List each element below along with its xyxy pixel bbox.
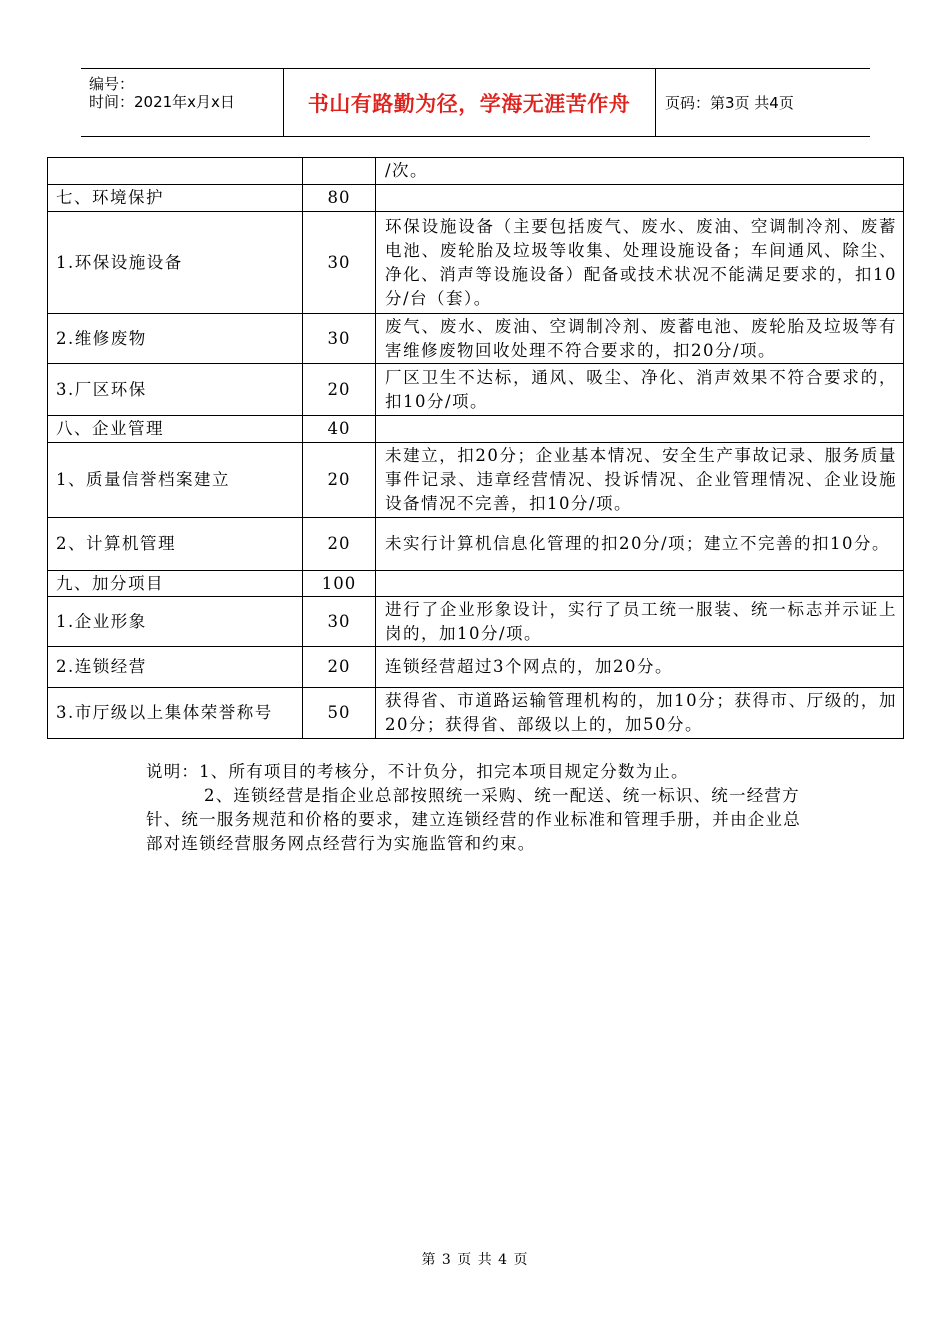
table-row bbox=[48, 443, 904, 518]
score-cell: 20 bbox=[303, 443, 376, 518]
item-cell: 3.厂区环保 bbox=[48, 364, 303, 416]
desc-cell: 进行了企业形象设计，实行了员工统一服装、统一标志并示证上岗的，加10分/项。 bbox=[376, 597, 904, 647]
table-row bbox=[48, 212, 904, 314]
page-header bbox=[81, 68, 870, 137]
desc-cell bbox=[376, 416, 904, 443]
item-cell: 八、企业管理 bbox=[48, 416, 303, 443]
score-cell: 100 bbox=[303, 571, 376, 597]
score-cell: 80 bbox=[303, 185, 376, 212]
table-row bbox=[48, 571, 904, 597]
score-cell: 30 bbox=[303, 597, 376, 647]
desc-cell: 未实行计算机信息化管理的扣20分/项；建立不完善的扣10分。 bbox=[376, 518, 904, 571]
score-cell: 50 bbox=[303, 688, 376, 739]
assessment-table bbox=[47, 157, 904, 739]
desc-cell: 未建立，扣20分；企业基本情况、安全生产事故记录、服务质量事件记录、违章经营情况、投诉情况、企业管理情况、企业设施设备情况不完善，扣10分/项。 bbox=[376, 443, 904, 518]
page-info: 页码：第3页 共4页 bbox=[665, 94, 794, 112]
item-cell: 2.维修废物 bbox=[48, 314, 303, 364]
desc-cell: 厂区卫生不达标，通风、吸尘、净化、消声效果不符合要求的，扣10分/项。 bbox=[376, 364, 904, 416]
table-row bbox=[48, 518, 904, 571]
desc-cell bbox=[376, 571, 904, 597]
header-motto-cell bbox=[283, 69, 656, 136]
desc-cell: 环保设施设备（主要包括废气、废水、废油、空调制冷剂、废蓄电池、废轮胎及垃圾等收集、处理设施设备；车间通风、除尘、净化、消声等设施设备）配备或技术状况不能满足要求的，扣10分/台（套）。 bbox=[376, 212, 904, 314]
time-label: 时间：2021年x月x日 bbox=[89, 93, 235, 111]
notes-section bbox=[146, 760, 816, 856]
item-cell bbox=[48, 158, 303, 185]
page-footer: 第 3 页 共 4 页 bbox=[421, 1252, 529, 1268]
table-row bbox=[48, 158, 904, 185]
item-cell: 1.环保设施设备 bbox=[48, 212, 303, 314]
score-cell: 30 bbox=[303, 314, 376, 364]
table-row bbox=[48, 364, 904, 416]
desc-cell: /次。 bbox=[376, 158, 904, 185]
item-cell: 2.连锁经营 bbox=[48, 647, 303, 688]
table-row bbox=[48, 185, 904, 212]
score-cell: 20 bbox=[303, 647, 376, 688]
score-cell: 20 bbox=[303, 518, 376, 571]
score-cell: 30 bbox=[303, 212, 376, 314]
header-meta-cell bbox=[81, 69, 284, 136]
note-2: 2、连锁经营是指企业总部按照统一采购、统一配送、统一标识、统一经营方针、统一服务规范和价格的要求，建立连锁经营的作业标准和管理手册，并由企业总部对连锁经营服务网点经营行为实施监管和约束。 bbox=[146, 786, 801, 853]
desc-cell: 连锁经营超过3个网点的，加20分。 bbox=[376, 647, 904, 688]
table-row bbox=[48, 314, 904, 364]
table-row bbox=[48, 688, 904, 739]
desc-cell: 获得省、市道路运输管理机构的，加10分；获得市、厅级的，加20分；获得省、部级以上的，加50分。 bbox=[376, 688, 904, 739]
note-1: 说明：1、所有项目的考核分，不计负分，扣完本项目规定分数为止。 bbox=[146, 762, 689, 781]
desc-cell bbox=[376, 185, 904, 212]
motto-text: 书山有路勤为径，学海无涯苦作舟 bbox=[307, 91, 631, 116]
item-cell: 九、加分项目 bbox=[48, 571, 303, 597]
item-cell: 3.市厅级以上集体荣誉称号 bbox=[48, 688, 303, 739]
table-row bbox=[48, 597, 904, 647]
item-cell: 七、环境保护 bbox=[48, 185, 303, 212]
desc-cell: 废气、废水、废油、空调制冷剂、废蓄电池、废轮胎及垃圾等有害维修废物回收处理不符合要求的，扣20分/项。 bbox=[376, 314, 904, 364]
item-cell: 1.企业形象 bbox=[48, 597, 303, 647]
table-row bbox=[48, 647, 904, 688]
item-cell: 1、质量信誉档案建立 bbox=[48, 443, 303, 518]
item-cell: 2、计算机管理 bbox=[48, 518, 303, 571]
serial-label: 编号： bbox=[89, 75, 135, 93]
score-cell: 40 bbox=[303, 416, 376, 443]
score-cell bbox=[303, 158, 376, 185]
table-row bbox=[48, 416, 904, 443]
score-cell: 20 bbox=[303, 364, 376, 416]
